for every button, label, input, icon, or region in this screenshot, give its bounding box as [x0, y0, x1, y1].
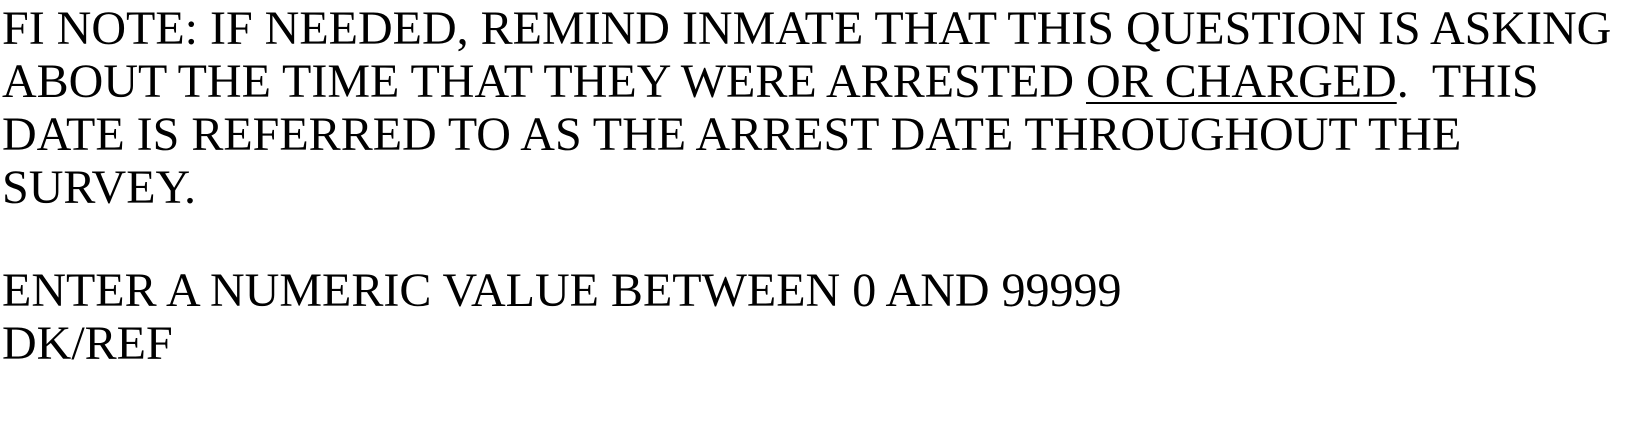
numeric-range-instruction: ENTER A NUMERIC VALUE BETWEEN 0 AND 99999 [2, 264, 1122, 317]
entry-instructions [2, 264, 1122, 370]
fi-note [2, 2, 1611, 214]
fi-note-line-4: SURVEY. [2, 161, 196, 214]
fi-note-line-2 [2, 55, 1611, 108]
or-charged-underlined: OR CHARGED [1086, 55, 1397, 108]
fi-note-line-2-text: ABOUT THE TIME THAT THEY WERE ARRESTED [2, 55, 1087, 108]
fi-note-line-1: FI NOTE: IF NEEDED, REMIND INMATE THAT THIS QUESTION IS ASKING [2, 2, 1612, 55]
fi-note-line-2-tail: . THIS [1396, 55, 1539, 108]
fi-note-line-3: DATE IS REFERRED TO AS THE ARREST DATE THROUGHOUT THE [2, 108, 1462, 161]
dk-ref-option: DK/REF [2, 317, 173, 370]
